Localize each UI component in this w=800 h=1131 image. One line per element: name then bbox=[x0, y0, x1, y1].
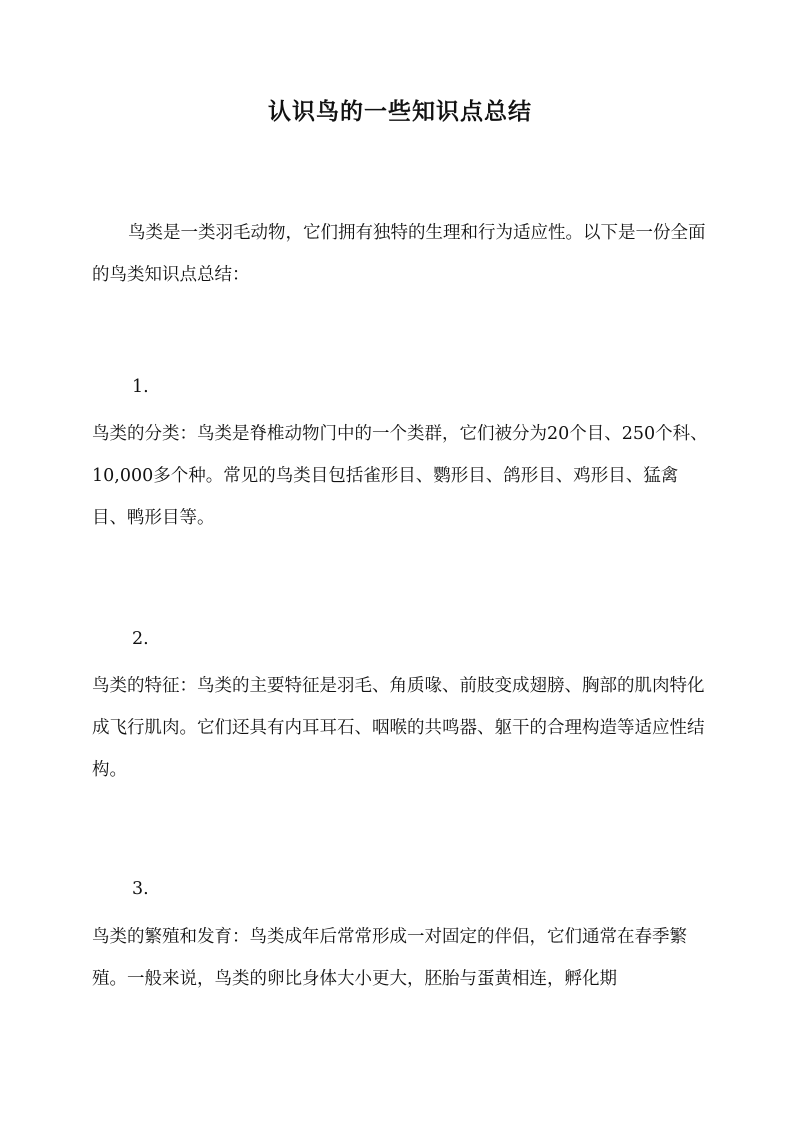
intro-paragraph: 鸟类是一类羽毛动物，它们拥有独特的生理和行为适应性。以下是一份全面的鸟类知识点总结： bbox=[92, 223, 706, 285]
section-number: 3. bbox=[132, 879, 149, 899]
section-paragraph: 鸟类的繁殖和发育：鸟类成年后常常形成一对固定的伴侣，它们通常在春季繁殖。一般来说，鸟类的卵比身体大小更大，胚胎与蛋黄相连，孵化期 bbox=[92, 927, 687, 989]
section-paragraph: 鸟类的分类：鸟类是脊椎动物门中的一个类群，它们被分为20个目、250个科、10,000多个种。常见的鸟类目包括雀形目、鹦形目、鸽形目、鸡形目、猛禽目、鸭形目等。 bbox=[92, 424, 708, 528]
document-title: 认识鸟的一些知识点总结 bbox=[268, 98, 532, 125]
section-number: 1. bbox=[132, 377, 149, 397]
section-paragraph: 鸟类的特征：鸟类的主要特征是羽毛、角质喙、前肢变成翅膀、胸部的肌肉特化成飞行肌肉。它们还具有内耳耳石、咽喉的共鸣器、躯干的合理构造等适应性结构。 bbox=[92, 676, 705, 780]
section-number: 2. bbox=[132, 629, 149, 649]
